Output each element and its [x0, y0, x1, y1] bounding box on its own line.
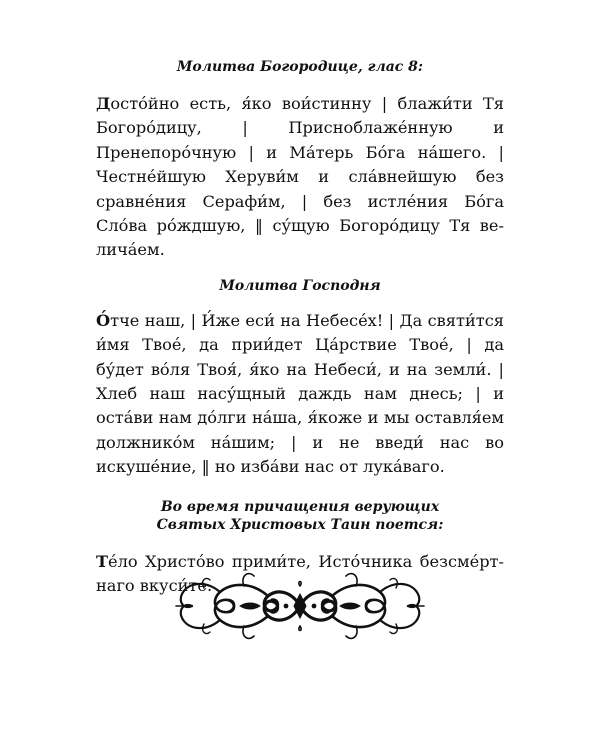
paragraph-lords-prayer: [96, 309, 504, 480]
prayer-page: [96, 58, 504, 599]
heading-lords-prayer: Молитва Господня: [219, 277, 381, 294]
initial-letter: Д: [96, 94, 111, 113]
paragraph-theotokos-prayer: [96, 92, 504, 263]
initial-letter: Т: [96, 551, 109, 571]
paragraph-text: е́ло Христо́во прими́те, Исто́чника безсме́ртнаго вкуси́те.: [96, 551, 504, 596]
heading-communion-hymn: Во время причащения верующих Святых Христовых Таин поется:: [156, 498, 444, 533]
paragraph-text: остóйно есть, я́ко вои́стинну | блажи́ти Тя Богоро́дицу, | Присноблаже́нную и Пренепоро́чную | и Ма́терь Бо́га на́шего. | Честне́йшую Херуви́м и сла́внейшую без сравне́ния Серафи́м, | без истле́ния Бо́га Сло́ва ро́ждшую, ‖ су́щую Богоро́дицу Тя велича́ем.: [96, 94, 504, 260]
heading-theotokos-prayer: Молитва Богородице, глас 8:: [176, 59, 424, 75]
scroll-ornament-icon: [174, 568, 426, 644]
initial-letter: О́: [96, 310, 111, 330]
paragraph-text: тче наш, | И́же еси́ на Небесе́х! | Да святи́тся и́мя Твое́, да прии́дет Ца́рствие Твое́, | да бу́дет во́ля Твоя́, я́ко на Небеси́, и на земли́. | Хлеб наш насу́щный даждь нам днесь; | и оста́ви нам до́лги на́ша, я́коже и мы оставля́ем должнико́м на́шим; | и не введи́ нас во искуше́ние, ‖ но изба́ви нас от лука́ваго.: [96, 310, 504, 477]
